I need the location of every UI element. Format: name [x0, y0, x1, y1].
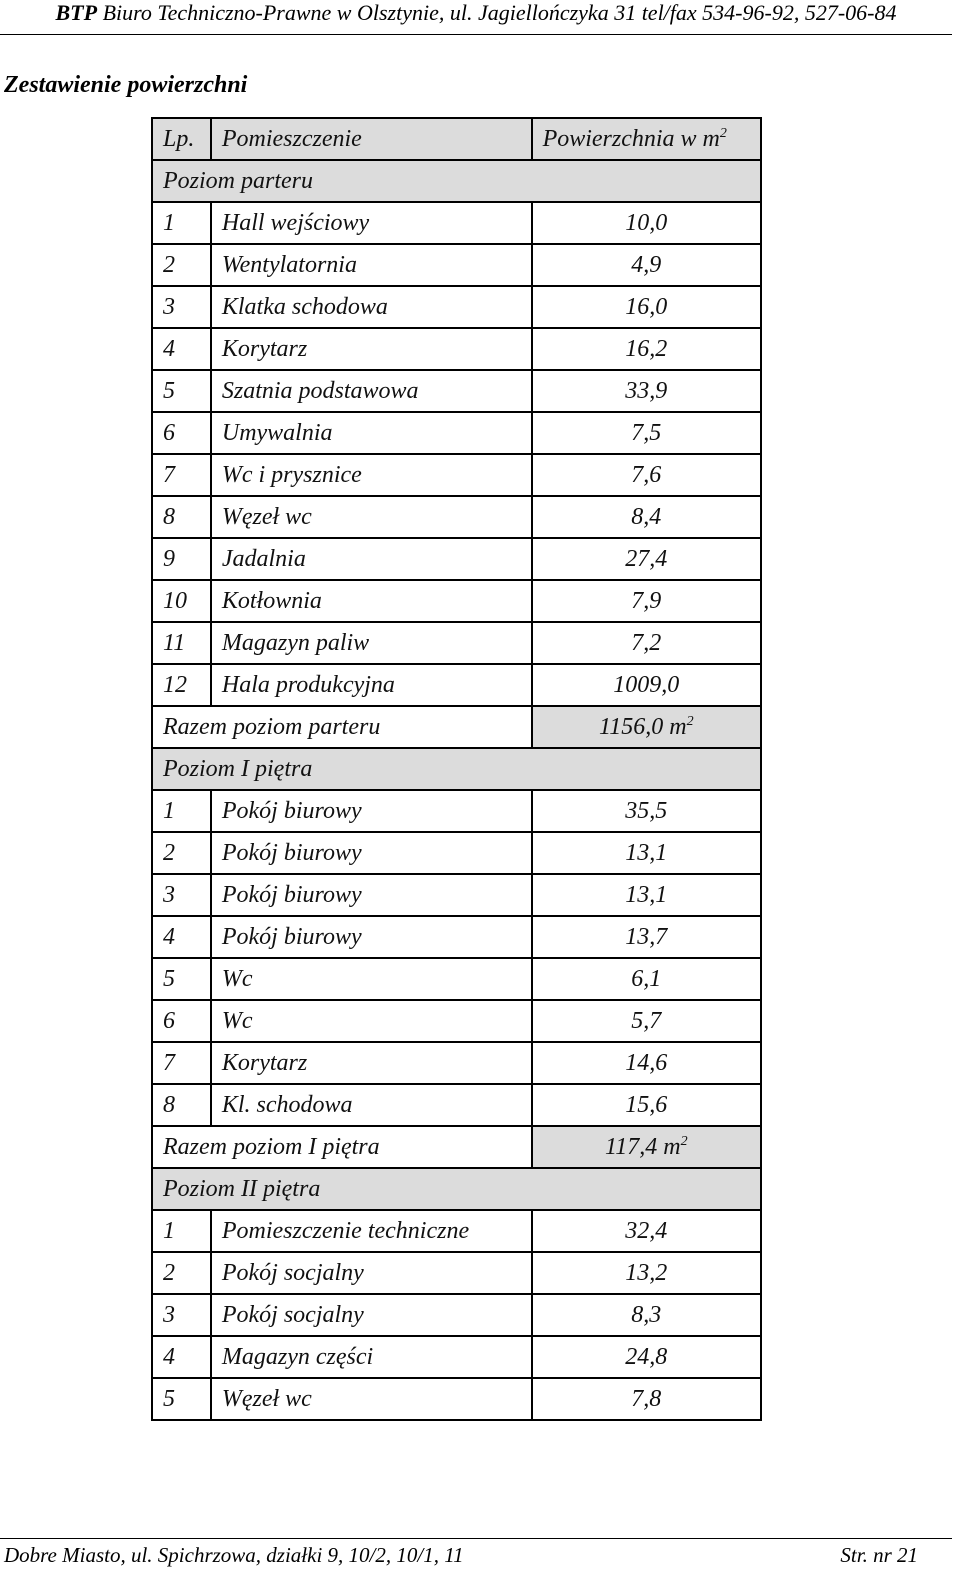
room-area: 6,1 — [532, 958, 761, 1000]
row-number: 1 — [152, 790, 211, 832]
room-name: Pokój biurowy — [211, 832, 532, 874]
room-area: 16,0 — [532, 286, 761, 328]
table-row — [152, 454, 761, 496]
page-footer — [0, 1538, 952, 1569]
room-area: 16,2 — [532, 328, 761, 370]
table-row — [152, 328, 761, 370]
total-row — [152, 1126, 761, 1168]
table-row — [152, 958, 761, 1000]
room-name: Wc — [211, 958, 532, 1000]
section-label: Poziom parteru — [152, 160, 761, 202]
table-row — [152, 1252, 761, 1294]
room-area: 24,8 — [532, 1336, 761, 1378]
footer-address: Dobre Miasto, ul. Spichrzowa, działki 9, 10/2, 10/1, 11 — [4, 1543, 464, 1567]
room-name: Kl. schodowa — [211, 1084, 532, 1126]
table-row — [152, 790, 761, 832]
table-row — [152, 580, 761, 622]
room-name: Korytarz — [211, 328, 532, 370]
table-row — [152, 916, 761, 958]
room-name: Węzeł wc — [211, 1378, 532, 1420]
table-row — [152, 244, 761, 286]
section-row — [152, 748, 761, 790]
header-text: Biuro Techniczno-Prawne w Olsztynie, ul. Jagiellończyka 31 tel/fax 534-96-92, 527-06-84 — [102, 0, 897, 25]
section-row — [152, 1168, 761, 1210]
room-name: Pokój biurowy — [211, 790, 532, 832]
room-area: 33,9 — [532, 370, 761, 412]
column-header-lp: Lp. — [152, 118, 211, 160]
room-name: Magazyn części — [211, 1336, 532, 1378]
section-title: Zestawienie powierzchni — [4, 72, 248, 98]
row-number: 2 — [152, 832, 211, 874]
row-number: 6 — [152, 1000, 211, 1042]
room-area: 32,4 — [532, 1210, 761, 1252]
section-row — [152, 160, 761, 202]
room-name: Umywalnia — [211, 412, 532, 454]
row-number: 1 — [152, 1210, 211, 1252]
table-header-row — [152, 118, 761, 160]
room-name: Hall wejściowy — [211, 202, 532, 244]
room-name: Kotłownia — [211, 580, 532, 622]
room-name: Pomieszczenie techniczne — [211, 1210, 532, 1252]
footer-page-number: Str. nr 21 — [840, 1543, 918, 1567]
row-number: 3 — [152, 1294, 211, 1336]
room-name: Hala produkcyjna — [211, 664, 532, 706]
table-row — [152, 1378, 761, 1420]
total-value: 117,4 $m^2$ — [532, 1126, 761, 1168]
room-area: 13,2 — [532, 1252, 761, 1294]
room-name: Pokój biurowy — [211, 916, 532, 958]
room-area: 13,1 — [532, 832, 761, 874]
row-number: 5 — [152, 958, 211, 1000]
table-row — [152, 1000, 761, 1042]
table-row — [152, 1210, 761, 1252]
table-row — [152, 412, 761, 454]
row-number: 8 — [152, 496, 211, 538]
section-label: Poziom II piętra — [152, 1168, 761, 1210]
room-area: 8,4 — [532, 496, 761, 538]
room-area: 13,7 — [532, 916, 761, 958]
row-number: 7 — [152, 454, 211, 496]
table-row — [152, 832, 761, 874]
room-name: Szatnia podstawowa — [211, 370, 532, 412]
page-header — [0, 0, 952, 35]
room-area: 1009,0 — [532, 664, 761, 706]
table-row — [152, 538, 761, 580]
header-brand: BTP — [55, 0, 98, 25]
row-number: 6 — [152, 412, 211, 454]
table-row — [152, 1294, 761, 1336]
room-area: 13,1 — [532, 874, 761, 916]
room-name: Węzeł wc — [211, 496, 532, 538]
total-label: Razem poziom parteru — [152, 706, 532, 748]
row-number: 2 — [152, 1252, 211, 1294]
row-number: 4 — [152, 1336, 211, 1378]
table-row — [152, 1336, 761, 1378]
room-name: Wentylatornia — [211, 244, 532, 286]
room-name: Pokój socjalny — [211, 1294, 532, 1336]
room-area: 35,5 — [532, 790, 761, 832]
table-row — [152, 1084, 761, 1126]
total-row — [152, 706, 761, 748]
row-number: 3 — [152, 874, 211, 916]
room-area: 10,0 — [532, 202, 761, 244]
room-name: Pokój biurowy — [211, 874, 532, 916]
room-area: 4,9 — [532, 244, 761, 286]
table-row — [152, 286, 761, 328]
room-area: 8,3 — [532, 1294, 761, 1336]
row-number: 11 — [152, 622, 211, 664]
area-table — [151, 117, 762, 1421]
row-number: 5 — [152, 1378, 211, 1420]
row-number: 4 — [152, 916, 211, 958]
row-number: 1 — [152, 202, 211, 244]
total-label: Razem poziom I piętra — [152, 1126, 532, 1168]
room-area: 7,5 — [532, 412, 761, 454]
row-number: 8 — [152, 1084, 211, 1126]
row-number: 4 — [152, 328, 211, 370]
table-row — [152, 496, 761, 538]
room-name: Klatka schodowa — [211, 286, 532, 328]
room-area: 14,6 — [532, 1042, 761, 1084]
table-row — [152, 664, 761, 706]
room-area: 27,4 — [532, 538, 761, 580]
room-area: 7,2 — [532, 622, 761, 664]
row-number: 7 — [152, 1042, 211, 1084]
room-name: Korytarz — [211, 1042, 532, 1084]
room-area: 15,6 — [532, 1084, 761, 1126]
table-row — [152, 370, 761, 412]
table-row — [152, 622, 761, 664]
room-name: Magazyn paliw — [211, 622, 532, 664]
row-number: 5 — [152, 370, 211, 412]
room-area: 7,8 — [532, 1378, 761, 1420]
room-name: Wc — [211, 1000, 532, 1042]
room-name: Wc i prysznice — [211, 454, 532, 496]
column-header-name: Pomieszczenie — [211, 118, 532, 160]
section-label: Poziom I piętra — [152, 748, 761, 790]
table-row — [152, 874, 761, 916]
table-row — [152, 202, 761, 244]
column-header-area: Powierzchnia w $m^2$ — [532, 118, 761, 160]
room-area: 7,6 — [532, 454, 761, 496]
table-row — [152, 1042, 761, 1084]
room-name: Jadalnia — [211, 538, 532, 580]
room-area: 5,7 — [532, 1000, 761, 1042]
row-number: 3 — [152, 286, 211, 328]
row-number: 12 — [152, 664, 211, 706]
row-number: 9 — [152, 538, 211, 580]
room-name: Pokój socjalny — [211, 1252, 532, 1294]
total-value: 1156,0 $m^2$ — [532, 706, 761, 748]
room-area: 7,9 — [532, 580, 761, 622]
row-number: 2 — [152, 244, 211, 286]
row-number: 10 — [152, 580, 211, 622]
